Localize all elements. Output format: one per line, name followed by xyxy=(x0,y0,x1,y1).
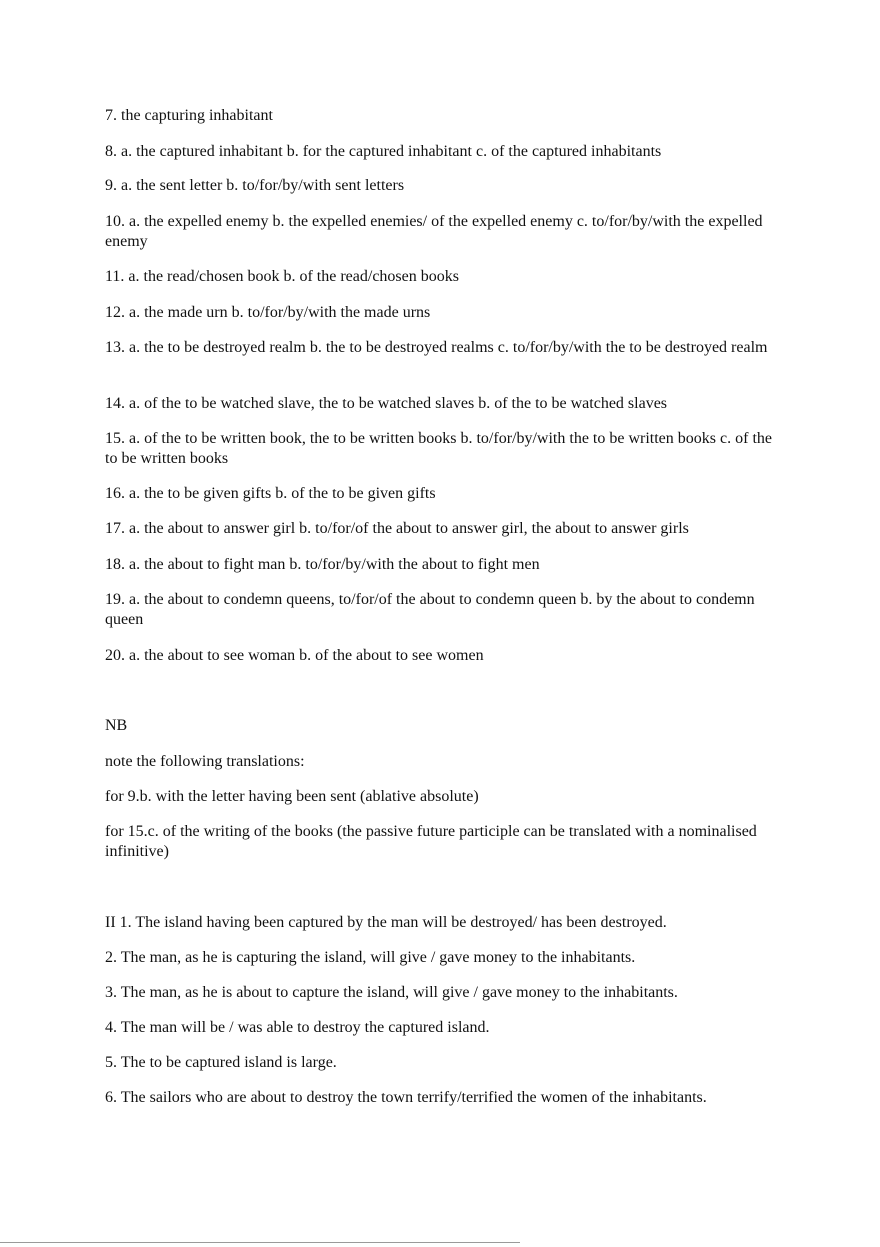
sentence-item-6: 6. The sailors who are about to destroy the town terrify/terrified the women of the inhabitants. xyxy=(105,1089,707,1106)
footer-divider xyxy=(0,1242,520,1243)
answer-item-14: 14. a. of the to be watched slave, the to be watched slaves b. of the to be watched slaves xyxy=(105,395,668,412)
answer-item-8: 8. a. the captured inhabitant b. for the captured inhabitant c. of the captured inhabitants xyxy=(105,143,662,160)
answer-item-11: 11. a. the read/chosen book b. of the read/chosen books xyxy=(105,268,459,285)
nb-note-9b: for 9.b. with the letter having been sent (ablative absolute) xyxy=(105,788,479,805)
answer-item-17: 17. a. the about to answer girl b. to/for/of the about to answer girl, the about to answer girls xyxy=(105,520,689,537)
answer-item-10: 10. a. the expelled enemy b. the expelled enemies/ of the expelled enemy c. to/for/by/with the expelled enemy xyxy=(105,213,763,250)
answer-item-19: 19. a. the about to condemn queens, to/for/of the about to condemn queen b. by the about to condemn queen xyxy=(105,591,755,628)
answer-item-13: 13. a. the to be destroyed realm b. the to be destroyed realms c. to/for/by/with the to be destroyed realm xyxy=(105,339,768,356)
sentence-item-5: 5. The to be captured island is large. xyxy=(105,1054,337,1071)
answer-item-16: 16. a. the to be given gifts b. of the to be given gifts xyxy=(105,485,436,502)
answer-item-9: 9. a. the sent letter b. to/for/by/with sent letters xyxy=(105,177,405,194)
answer-item-18: 18. a. the about to fight man b. to/for/by/with the about to fight men xyxy=(105,556,540,573)
answer-item-20: 20. a. the about to see woman b. of the about to see women xyxy=(105,647,484,664)
nb-intro: note the following translations: xyxy=(105,753,305,770)
answer-item-12: 12. a. the made urn b. to/for/by/with the made urns xyxy=(105,304,431,321)
nb-heading: NB xyxy=(105,717,128,734)
sentence-item-2: 2. The man, as he is capturing the island, will give / gave money to the inhabitants. xyxy=(105,949,636,966)
answer-item-7: 7. the capturing inhabitant xyxy=(105,107,273,124)
answer-item-15: 15. a. of the to be written book, the to be written books b. to/for/by/with the to be written books c. of the to be written books xyxy=(105,430,772,467)
sentence-item-4: 4. The man will be / was able to destroy the captured island. xyxy=(105,1019,490,1036)
sentence-item-1: II 1. The island having been captured by the man will be destroyed/ has been destroyed. xyxy=(105,914,667,931)
nb-note-15c: for 15.c. of the writing of the books (the passive future participle can be translated with a nominalised infinitive) xyxy=(105,823,757,860)
sentence-item-3: 3. The man, as he is about to capture the island, will give / gave money to the inhabitants. xyxy=(105,984,678,1001)
